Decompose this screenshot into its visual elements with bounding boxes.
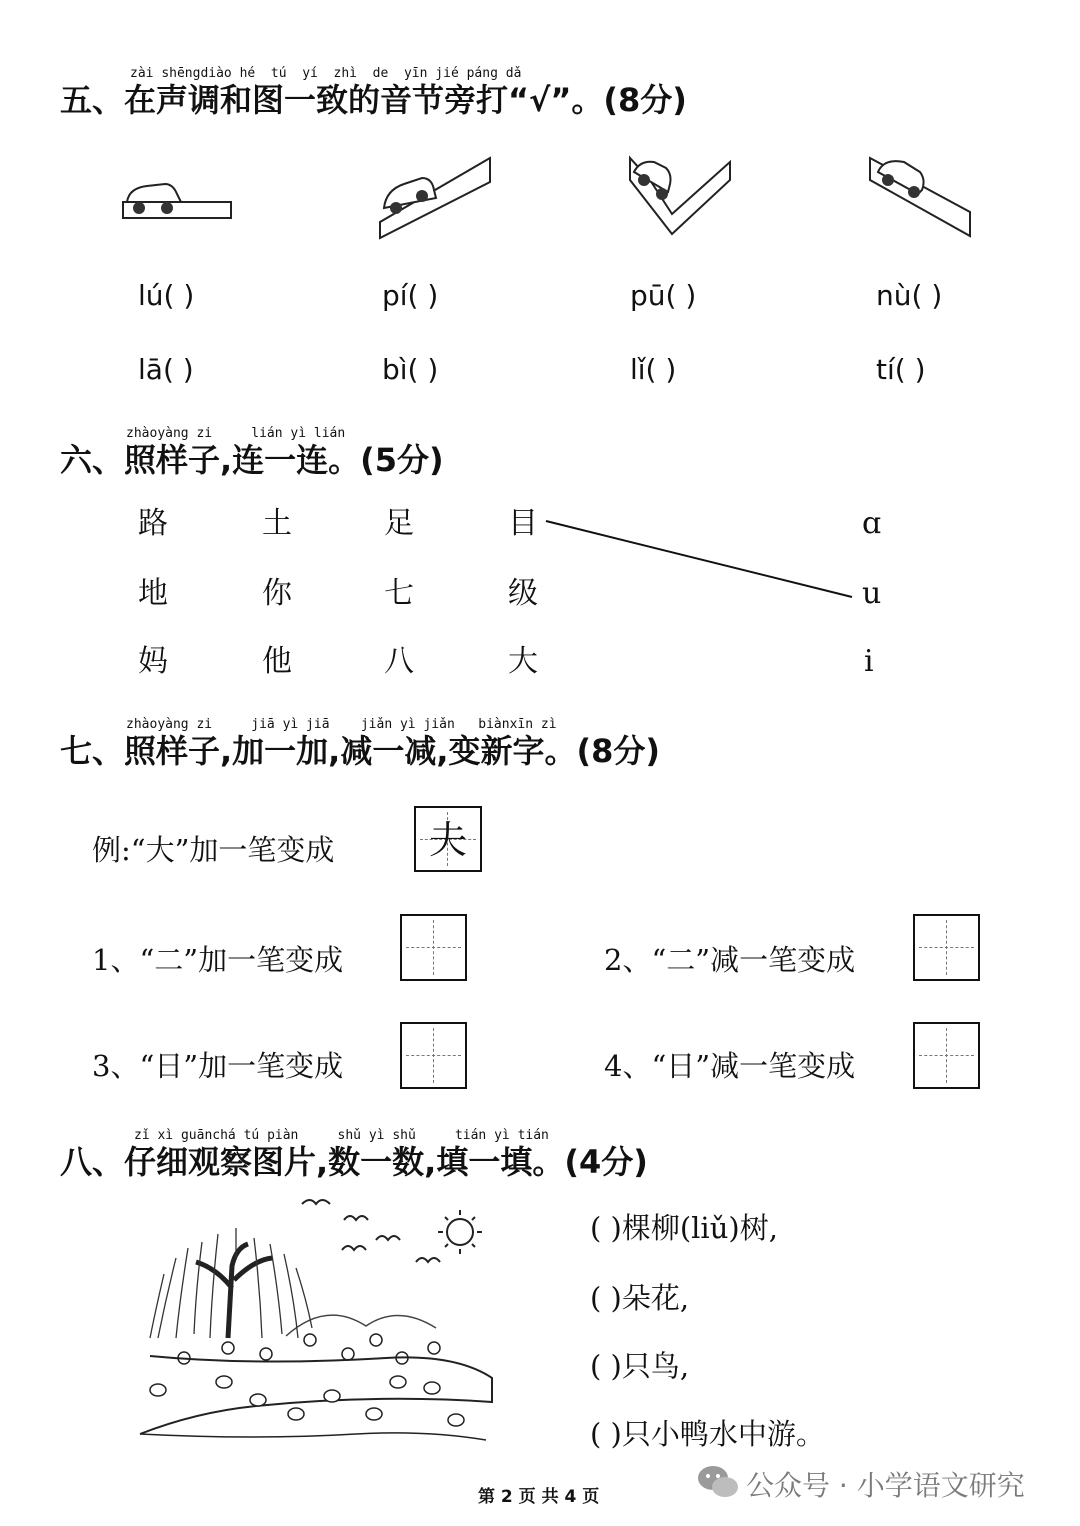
pinyin-syllable: zi — [196, 426, 213, 441]
pinyin-syllable: jié — [435, 66, 459, 81]
pinyin-syllable: yàng — [157, 717, 189, 732]
pinyin-syllable: yí — [302, 66, 318, 81]
pinyin-syllable: yì — [290, 426, 307, 441]
wechat-icon — [696, 1462, 740, 1502]
matching-character[interactable]: 目 — [508, 506, 538, 541]
matching-character[interactable]: 足 — [384, 506, 414, 541]
pinyin-syllable: yīn — [403, 66, 428, 81]
section-title: 六、照样子,连一连。(5分) — [60, 441, 444, 479]
pinyin-syllable: diào — [200, 66, 232, 81]
pinyin-syllable: chá — [212, 1128, 236, 1143]
pinyin-syllable: lián — [313, 426, 346, 441]
section-title: 五、在声调和图一致的音节旁打“√”。(8分) — [60, 81, 687, 119]
pinyin-syllable: hé — [239, 66, 256, 81]
syllable-option: pí( ) — [382, 279, 439, 312]
matching-character[interactable]: 你 — [262, 576, 292, 611]
pinyin-syllable: zhì — [333, 66, 358, 81]
pinyin-syllable: guān — [180, 1128, 213, 1143]
pinyin-syllable: biàn — [478, 717, 510, 732]
pinyin-syllable: jiā — [306, 717, 330, 732]
example-answer-character: 夫 — [428, 818, 467, 862]
example-label: 例:“大”加一笔变成 — [92, 833, 335, 867]
matching-letter[interactable]: i — [864, 644, 874, 679]
answer-box[interactable] — [913, 914, 980, 981]
pinyin-syllable: tú — [243, 1128, 260, 1143]
pinyin-syllable: jiǎn — [360, 717, 393, 732]
matching-character[interactable]: 妈 — [138, 644, 168, 679]
pinyin-syllable: zǐ — [134, 1128, 150, 1143]
pinyin-syllable: zì — [540, 717, 557, 732]
answer-box[interactable] — [400, 914, 467, 981]
pinyin-syllable: xīn — [509, 717, 534, 732]
syllable-option: nù( ) — [876, 279, 943, 312]
tone1-car-picture — [115, 170, 245, 230]
pinyin-syllable: lián — [251, 426, 283, 441]
pinyin-syllable: zhào — [126, 426, 158, 441]
exercise-item: 4、“日”减一笔变成 — [604, 1049, 856, 1083]
matching-letter[interactable]: ɑ — [862, 506, 882, 541]
matching-character[interactable]: 他 — [262, 644, 292, 679]
syllable-option: lú( ) — [138, 279, 195, 312]
pinyin-syllable: zài — [130, 66, 154, 81]
pinyin-syllable: yì — [399, 717, 416, 732]
fill-in-blank[interactable]: ( )只鸟, — [590, 1349, 690, 1383]
pinyin-syllable: tián — [454, 1128, 487, 1143]
syllable-option: tí( ) — [876, 353, 926, 386]
pinyin-syllable: shēng — [161, 66, 201, 81]
pinyin-syllable: yì — [368, 1128, 385, 1143]
tone3-car-picture — [620, 150, 740, 250]
exercise-item: 1、“二”加一笔变成 — [92, 943, 344, 977]
example-answer-box — [414, 806, 482, 872]
pinyin-syllable: shǔ — [392, 1128, 416, 1143]
matching-character[interactable]: 土 — [262, 506, 292, 541]
exercise-item: 3、“日”加一笔变成 — [92, 1049, 344, 1083]
pinyin-syllable: shǔ — [337, 1128, 362, 1143]
pinyin-syllable: tián — [517, 1128, 549, 1143]
matching-character[interactable]: 八 — [384, 644, 414, 679]
willow-pond-picture — [136, 1188, 496, 1450]
pinyin-syllable: jiǎn — [423, 717, 455, 732]
fill-in-blank[interactable]: ( )朵花, — [590, 1281, 690, 1315]
syllable-option: pū( ) — [630, 279, 697, 312]
answer-box[interactable] — [913, 1022, 980, 1089]
watermark-text: 公众号 · 小学语文研究 — [746, 1469, 1025, 1502]
page-number: 第 2 页 共 4 页 — [478, 1487, 600, 1507]
matching-character[interactable]: 级 — [508, 576, 538, 611]
pinyin-syllable: páng — [466, 66, 498, 81]
pinyin-syllable: xì — [157, 1128, 174, 1143]
matching-character[interactable]: 地 — [138, 576, 168, 611]
fill-in-blank[interactable]: ( )棵柳(liǔ)树, — [590, 1211, 778, 1245]
matching-character[interactable]: 七 — [384, 576, 414, 611]
matching-letter[interactable]: u — [862, 576, 882, 611]
syllable-option: lǐ( ) — [630, 353, 677, 386]
syllable-option: bì( ) — [382, 353, 439, 386]
section-title: 七、照样子,加一加,减一减,变新字。(8分) — [60, 732, 660, 770]
pinyin-syllable: yì — [494, 1128, 510, 1143]
fill-in-blank[interactable]: ( )只小鸭水中游。 — [590, 1417, 825, 1451]
pinyin-syllable: jiā — [251, 717, 275, 732]
pinyin-syllable: yì — [282, 717, 299, 732]
pinyin-syllable: de — [372, 66, 389, 81]
matching-character[interactable]: 大 — [508, 644, 538, 679]
pinyin-syllable: yàng — [157, 426, 189, 441]
section-title: 八、仔细观察图片,数一数,填一填。(4分) — [60, 1143, 648, 1181]
pinyin-syllable: dǎ — [505, 66, 522, 81]
syllable-option: lā( ) — [138, 353, 194, 386]
pinyin-syllable: piàn — [267, 1128, 299, 1143]
exercise-item: 2、“二”减一笔变成 — [604, 943, 856, 977]
example-connecting-line — [540, 515, 860, 605]
pinyin-syllable: zi — [196, 717, 213, 732]
answer-box[interactable] — [400, 1022, 467, 1089]
pinyin-syllable: zhào — [126, 717, 158, 732]
tone2-car-picture — [370, 150, 500, 242]
matching-character[interactable]: 路 — [138, 506, 168, 541]
tone4-car-picture — [860, 150, 980, 242]
pinyin-syllable: tú — [270, 66, 287, 81]
